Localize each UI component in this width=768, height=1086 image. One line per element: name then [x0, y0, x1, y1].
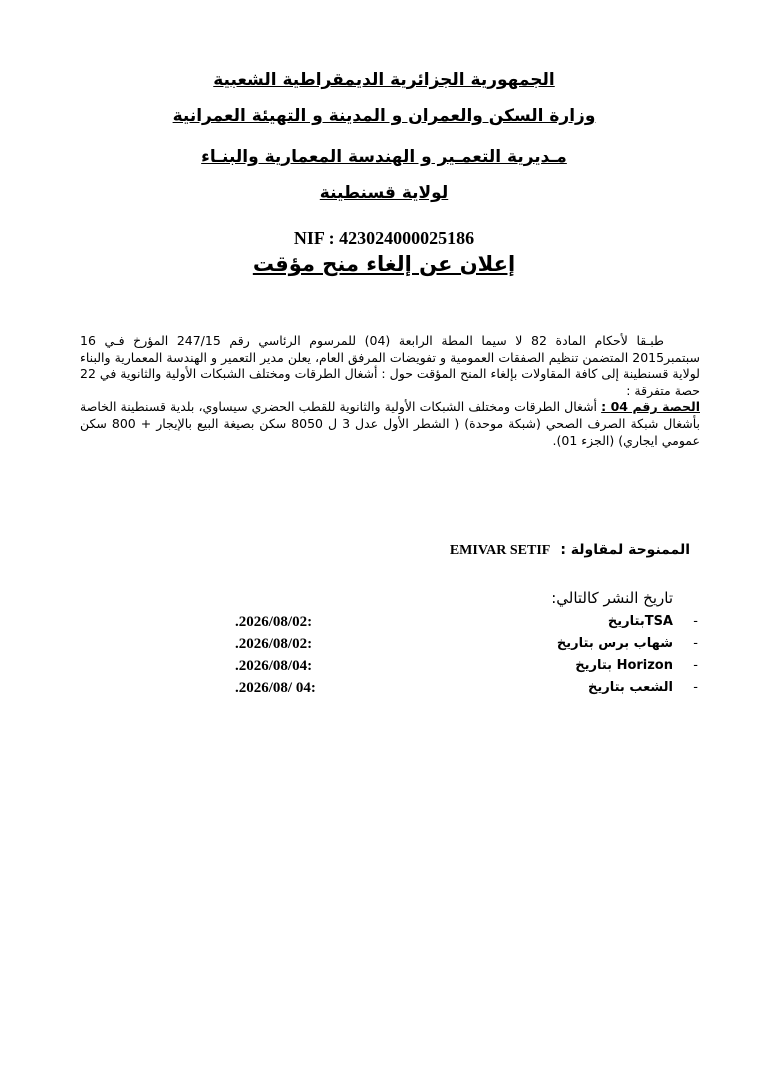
list-dash: - [693, 636, 698, 651]
newspaper-name: Horizon بتاريخ [575, 658, 673, 673]
header-ministry: وزارة السكن والعمران و المدينة و التهيئة العمرانية [172, 106, 596, 126]
newspaper-name: شهاب برس بتاريخ [556, 636, 673, 651]
announcement-body [80, 333, 700, 449]
publication-date: .2026/08/02: [235, 614, 313, 630]
header-directorate: مـديرية التعمـير و الهندسة المعمارية والبنـاء [201, 147, 567, 167]
newspaper-name: الشعب بتاريخ [588, 680, 673, 695]
publication-row [0, 680, 768, 702]
publication-row [0, 636, 768, 658]
publication-row [0, 614, 768, 636]
nif-number: NIF : 423024000025186 [293, 228, 475, 248]
body-paragraph: طبـقا لأحكام المادة 82 لا سيما المطة الرابعة (04) للمرسوم الرئاسي رقم 247/15 المؤرخ فـي 16 سبتمبر2015 المتضمن تنظيم الصفقات العمومية و تفويضات المرفق العام، يعلن مدير التعمير و الهندسة المعمارية والبناء لولاية قسنطينة إلى كافة المقاولات بإلغاء المنح المؤقت حول : أشغال الطرقات ومختلف الشبكات الأولية والثانوية في 22 حصة متفرقة : [80, 333, 700, 398]
lot-paragraph [80, 399, 700, 449]
newspaper-name: TSAبتاريخ [607, 614, 673, 629]
publication-date: .2026/08/02: [235, 636, 313, 652]
list-dash: - [693, 680, 698, 695]
announcement-title: إعلان عن إلغاء منح مؤقت [252, 252, 516, 276]
awarded-line [450, 542, 690, 559]
header-republic: الجمهورية الجزائرية الديمقراطية الشعبية [213, 70, 555, 90]
lot-label: الحصة رقم 04 : [601, 399, 700, 415]
publication-date: .2026/08/04: [235, 658, 313, 674]
awarded-company: EMIVAR SETIF [449, 543, 551, 558]
header-wilaya: لولاية قسنطينة [319, 183, 449, 203]
publication-heading: تاريخ النشر كالتالي: [551, 589, 673, 607]
publication-row [0, 658, 768, 680]
list-dash: - [693, 614, 698, 629]
awarded-label: الممنوحة لمقاولة : [560, 542, 690, 558]
lot-text: أشغال الطرقات ومختلف الشبكات الأولية والثانوية للقطب الحضري سيساوي، بلدية قسنطينة الخاصة بأشغال شبكة الصرف الصحي (شبكة موحدة) ( الشطر الأول عدل 3 ل 8050 سكن بصيغة البيع بالإيجار + 800 سكن عمومي ايجاري) (الجزء 01). [80, 399, 700, 448]
list-dash: - [693, 658, 698, 673]
publication-date: .2026/08/ 04: [235, 680, 316, 696]
